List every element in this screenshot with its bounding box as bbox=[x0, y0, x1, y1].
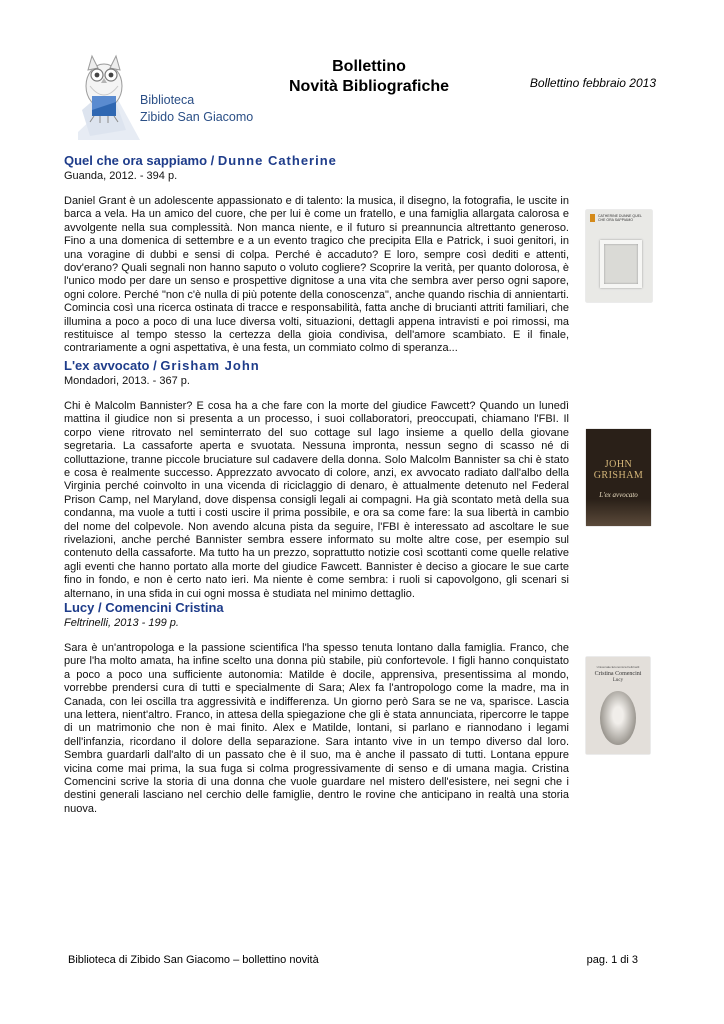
book-title-3 bbox=[64, 600, 569, 616]
footer-library-name: Biblioteca di Zibido San Giacomo – bollettino novità bbox=[68, 954, 319, 966]
book-title-2 bbox=[64, 358, 569, 374]
cover-title-2: L'ex avvocato bbox=[599, 491, 638, 499]
book-title-text-3: Lucy / bbox=[64, 600, 106, 615]
cover-title-3: Lucy bbox=[612, 678, 624, 683]
page-number: pag. 1 di 3 bbox=[586, 954, 638, 966]
book-author-3: Comencini Cristina bbox=[105, 600, 224, 615]
cover-author-line-1: JOHN bbox=[604, 459, 633, 470]
book-title-text-2: L'ex avvocato / bbox=[64, 358, 161, 373]
book-entry-1 bbox=[64, 153, 569, 356]
cover-frame-image bbox=[600, 240, 642, 288]
owl-logo-icon bbox=[70, 40, 150, 140]
book-publication-3: Feltrinelli, 2013 - 199 p. bbox=[64, 617, 179, 629]
book-cover-3 bbox=[586, 657, 650, 754]
book-author-1: Dunne Catherine bbox=[217, 153, 337, 168]
book-entry-3 bbox=[64, 600, 569, 816]
cover-shade bbox=[586, 499, 651, 526]
cover-face-image bbox=[600, 691, 636, 745]
book-cover-2 bbox=[586, 429, 651, 526]
cover-author-line-2: GRISHAM bbox=[593, 470, 644, 481]
page-title bbox=[260, 57, 478, 97]
cover-text-1: CATHERINE DUNNE QUEL CHE ORA SAPPIAMO bbox=[598, 214, 642, 222]
publisher-mark bbox=[590, 214, 595, 222]
cover-publisher-3: Universale Economica Feltrinelli bbox=[596, 665, 640, 669]
edition-label: Bollettino febbraio 2013 bbox=[529, 76, 656, 90]
book-author-2: Grisham John bbox=[160, 358, 260, 373]
book-description-3: Sara è un'antropologa e la passione scientifica l'ha spesso tenuta lontano dalla famiglia. Franco, che pure l'ha molto amata, ha infine scelto una donna più stabile, più confortevole. I figli hanno conquistato a poco a poco una sufficiente autonomia: Matilde è docile, apprensiva, presentissima al mondo, vorrebbe prendersi cura di tutti e specialmente di Sara; Alex fa l'antropologo come la madre, ma in Canada, con lei oscilla tra aggressività e indifferenza. Un giorno però Sara se ne va, sparisce. Lascia una lettera, nient'altro. Franco, in attesa della spiegazione che gli è stata annunciata, ripercorre le tappe di un matrimonio che non è mai finito. Alex e Matilde, lontani, si parlano e riannodano i legami dell'infanzia, ricordano il dolore della separazione. Sara intanto vive in un tempo diverso dal loro. Sembra guardarli dall'alto di un passato che è il suo, ma è anche il passato di tutti. Lontana eppure vicina come mai prima, la sua fuga si colma progressivamente di senso e di umana magia. Cristina Comencini scrive la storia di una donna che vuole guardare nel mistero dell'esistere, nei segni che i destini generali lasciano nel cerchio delle famiglie, dentro le rovine che anticipano in realtà una storia nuova. bbox=[64, 642, 569, 815]
logo-line-2: Zibido San Giacomo bbox=[140, 110, 254, 124]
logo-line-1: Biblioteca bbox=[140, 93, 195, 107]
book-description-1: Daniel Grant è un adolescente appassionato e di talento: la musica, il disegno, la fotografia, le uscite in barca a vela. Ha un amico del cuore, che per lui è come un fratello, e una famiglia allargata calorosa e avvolgente nella sua complessità. Non manca niente, e il futuro si preannuncia altrettanto generoso. Fino a una domenica di settembre e a un evento tragico che precipita Ella e Patrick, i suoi genitori, in una voragine di dubbi e sensi di colpa. Perché è accaduto? E loro, sempre così dediti e attenti, dov'erano? Quali segnali non hanno saputo o voluto cogliere? Scoprire la verità, per quanto dolorosa, è l'unico modo per dare un senso e prospettive dignitose a una vita che sembra aver perso ogni sapore, ogni colore. Perché "non c'è nulla di più potente della conoscenza", anche quando rischia di annientarti. Comincia così una ricerca ostinata di tracce e responsabilità, fatta anche di brucianti attriti familiari, che illumina a poco a poco di una luce diversa volti, situazioni, dettagli appena intravisti e poi rimossi, ma restituisce al tempo stesso la certezza della gioia condivisa, dell'amore scambiato. E il finale, contrariamente a ogni aspettativa, è una festa, un commiato colmo di speranza... bbox=[64, 195, 569, 355]
book-cover-1 bbox=[586, 210, 652, 302]
cover-author-3: Cristina Comencini bbox=[594, 671, 642, 677]
library-logo bbox=[70, 40, 260, 140]
title-line-1: Bollettino bbox=[332, 58, 406, 75]
cover-author-2 bbox=[586, 459, 651, 481]
book-title-text-1: Quel che ora sappiamo / bbox=[64, 153, 218, 168]
book-publication-1: Guanda, 2012. - 394 p. bbox=[64, 170, 178, 182]
title-line-2: Novità Bibliografiche bbox=[288, 78, 450, 95]
book-description-2: Chi è Malcolm Bannister? E cosa ha a che fare con la morte del giudice Fawcett? Quando un lunedì mattina il giudice non si presenta a un processo, i suoi collaboratori, preoccupati, chiamano l'FBI. Il corpo viene ritrovato nel seminterrato del suo cottage sul lago insieme a quello della giovane segretaria. La cassaforte aperta e svuotata. Nessuna impronta, nessun segno di scasso né di colluttazione, tranne piccole bruciature sul cadavere della donna. Solo Malcolm Bannister sa chi è stato e cosa è realmente successo. Apprezzato avvocato di colore, anzi, ex avvocato radiato dall'albo della Virginia perché coinvolto in una vicenda di riciclaggio di denaro, è attualmente detenuto nel Federal Prison Camp, nel Maryland, dove dispensa consigli legali ai compagni. Ha già scontato metà della sua condanna, ma vuole a tutti i costi uscire il prima possibile, e ora sa come fare: la sua libertà in cambio del nome del colpevole. Non avendo alcuna pista da seguire, l'FBI è interessato ad ascoltare le sue rivelazioni, anche perché Bannister sembra essere informato su molte altre cose, per esempio sul contenuto della cassaforte. Ma tutto ha un prezzo, soprattutto notizie così scottanti come quelle relative agli eventi che hanno portato alla morte del giudice Fawcett. Bannister è deciso a giocare le sue carte fino in fondo, e non è certo nato ieri. Ma niente è come sembra: i ruoli si capovolgono, gli scenari si alternano, in una sfida in cui ogni mossa è studiata nel minimo dettaglio. bbox=[64, 400, 569, 600]
book-title-1 bbox=[64, 153, 569, 169]
logo-text bbox=[140, 92, 253, 126]
book-publication-2: Mondadori, 2013. - 367 p. bbox=[64, 375, 190, 387]
book-entry-2 bbox=[64, 358, 569, 601]
